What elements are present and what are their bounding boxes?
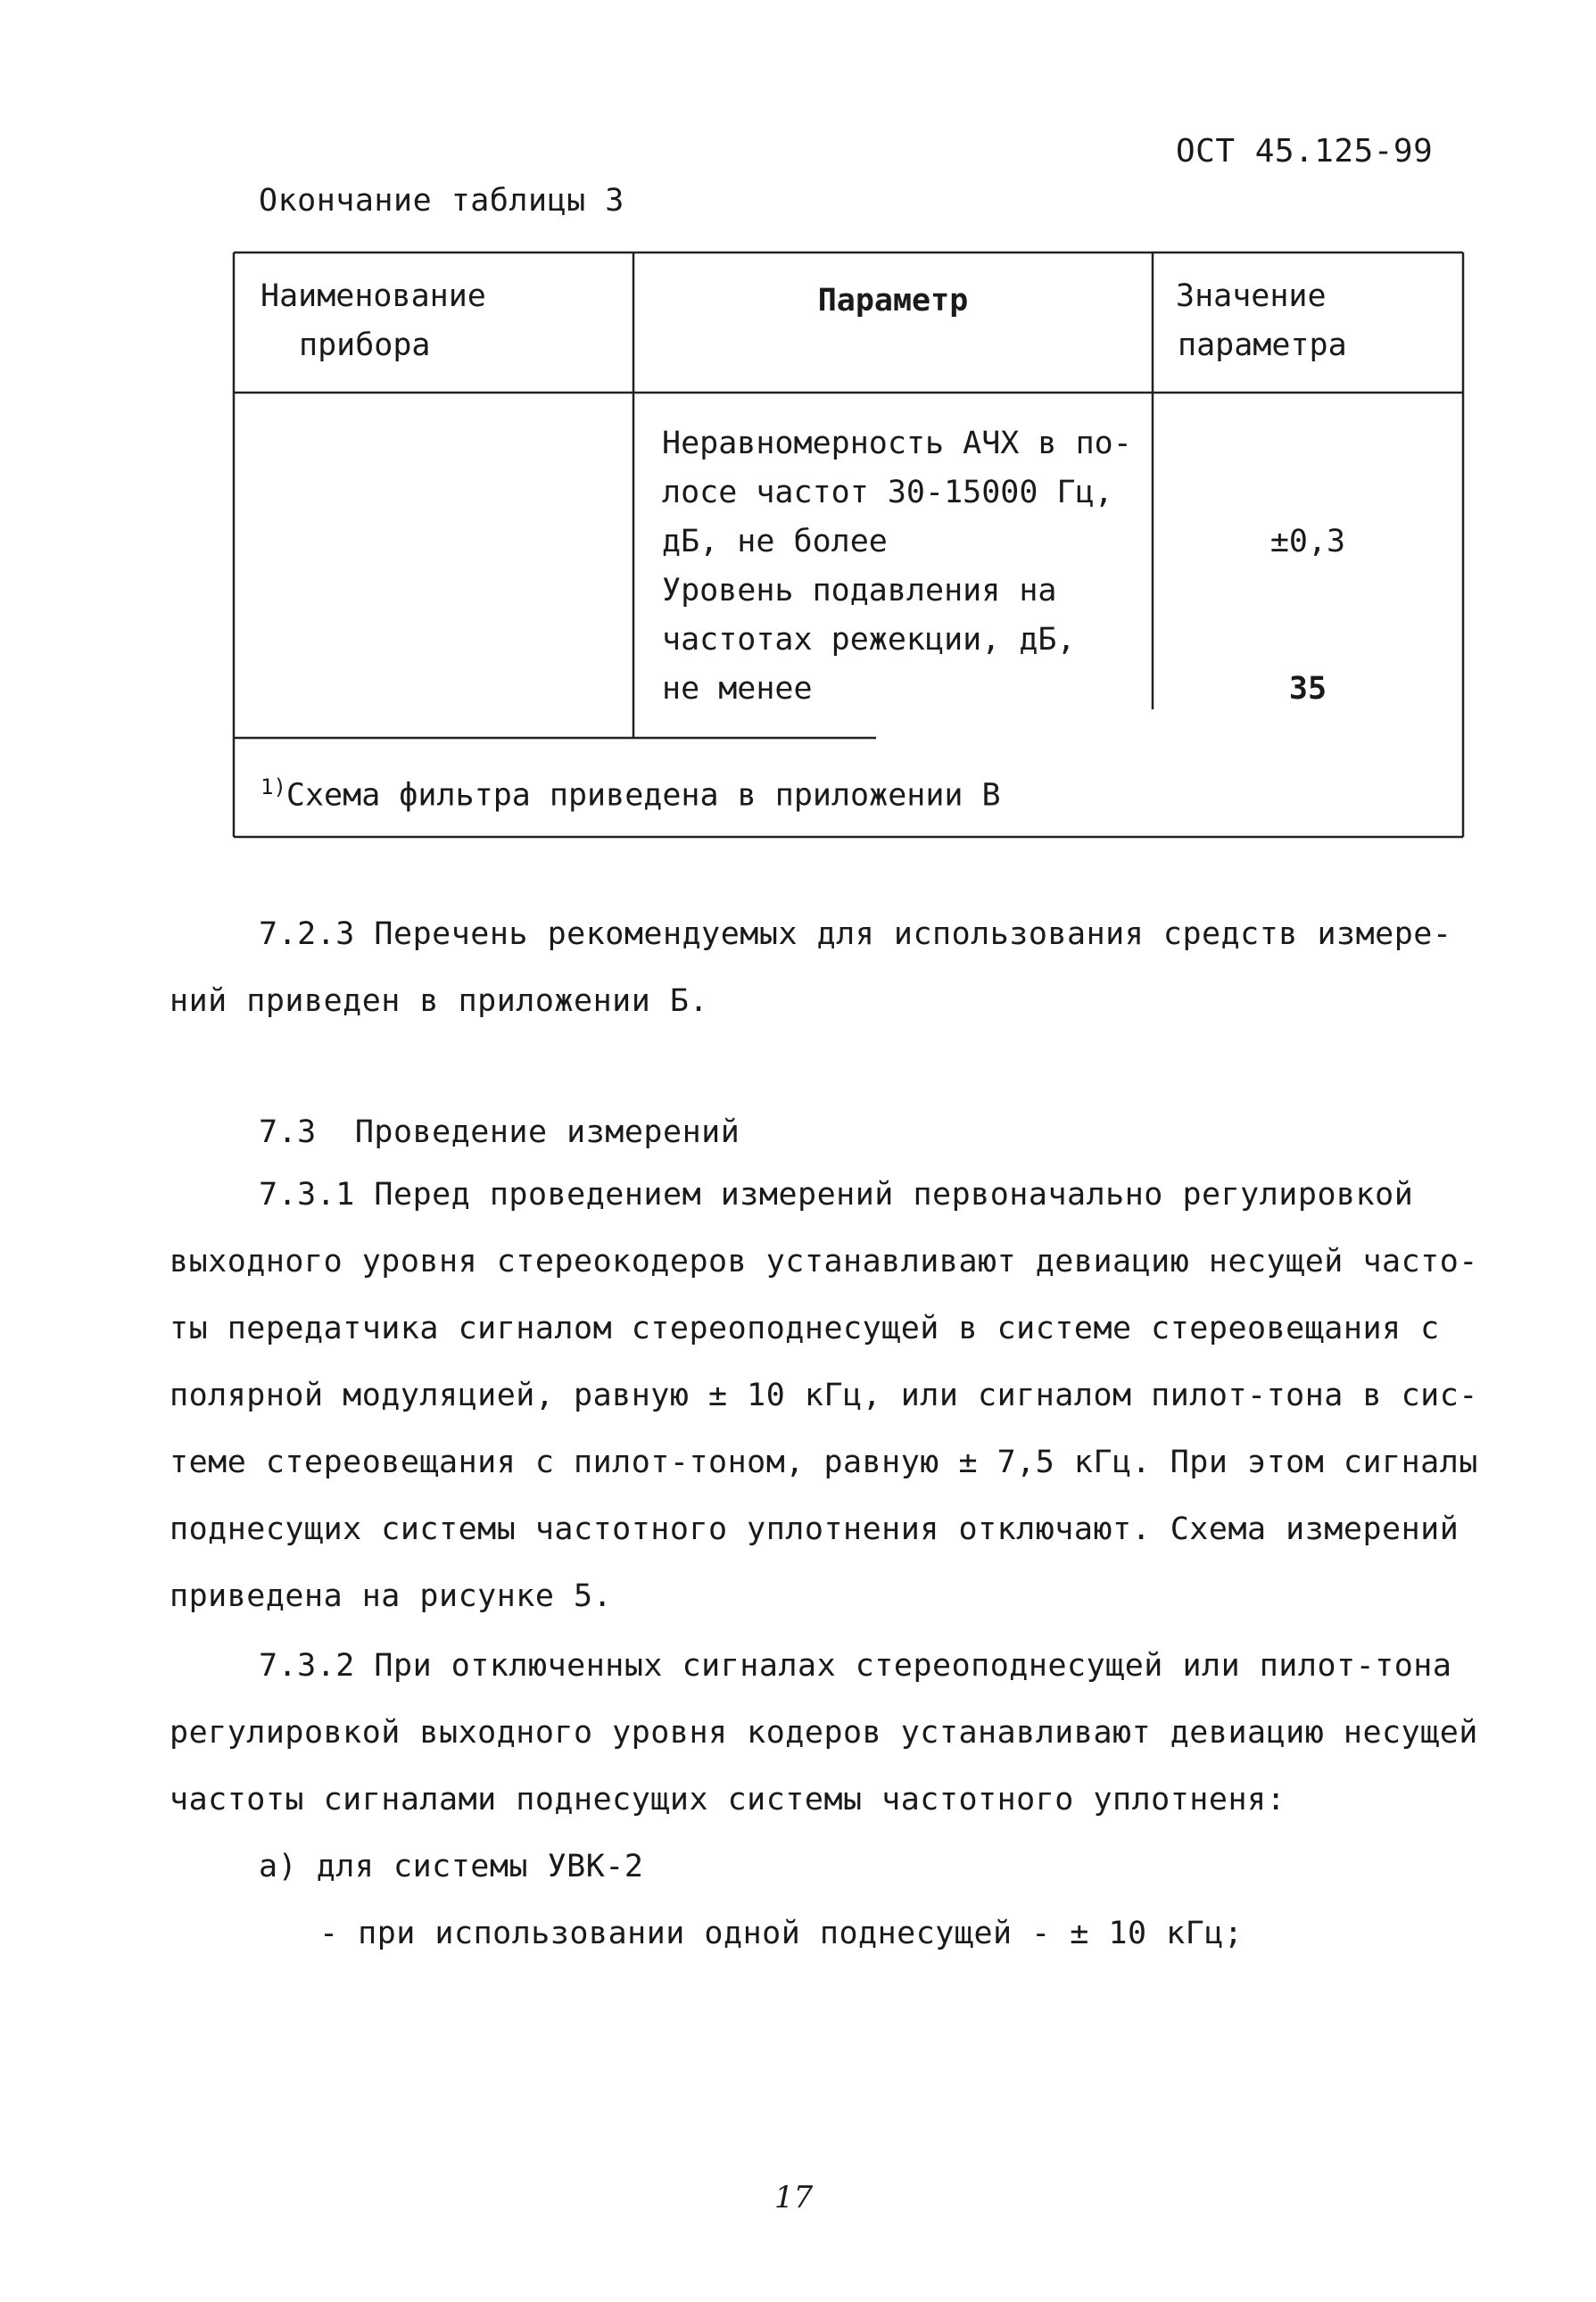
row2-parameter-line1: Уровень подавления на bbox=[662, 573, 1057, 609]
paragraph-7-3-2-line1: 7.3.2 При отключенных сигналах стереоподнесущей или пилот-тона bbox=[259, 1648, 1452, 1684]
section-7-3-heading: 7.3 Проведение измерений bbox=[259, 1114, 740, 1150]
list-item-a: а) для системы УВК-2 bbox=[259, 1849, 644, 1884]
row1-parameter-line2: лосе частот 30-15000 Гц, bbox=[662, 475, 1113, 510]
paragraph-7-3-1-line1: 7.3.1 Перед проведением измерений первоначально регулировкой bbox=[259, 1177, 1414, 1213]
paragraph-7-3-1-line2: выходного уровня стереокодеров устанавливают девиацию несущей часто- bbox=[170, 1244, 1478, 1279]
paragraph-7-2-3-line1: 7.2.3 Перечень рекомендуемых для использования средств измере- bbox=[259, 916, 1452, 952]
header-device-line2: прибора bbox=[299, 327, 431, 363]
row1-parameter-line3: дБ, не более bbox=[662, 524, 888, 559]
header-value-line2: параметра bbox=[1178, 327, 1347, 363]
header-device-line1: Наименование bbox=[260, 278, 486, 314]
footnote-mark: 1) bbox=[260, 774, 286, 799]
paragraph-7-3-1-line3: ты передатчика сигналом стереоподнесущей в системе стереовещания с bbox=[170, 1311, 1440, 1346]
page-number: 17 bbox=[774, 2180, 814, 2215]
row2-parameter-line2: частотах режекции, дБ, bbox=[662, 622, 1076, 658]
paragraph-7-2-3-line2: ний приведен в приложении Б. bbox=[170, 983, 709, 1019]
document-code: ОСТ 45.125-99 bbox=[1176, 133, 1434, 170]
paragraph-7-3-1-line7: приведена на рисунке 5. bbox=[170, 1578, 613, 1614]
footnote-text: Схема фильтра приведена в приложении В bbox=[285, 777, 1001, 814]
paragraph-7-3-1-line4: полярной модуляцией, равную ± 10 кГц, или сигналом пилот-тона в сис- bbox=[170, 1378, 1478, 1413]
paragraph-7-3-2-line3: частоты сигналами поднесущих системы частотного уплотненя: bbox=[170, 1782, 1286, 1818]
row2-parameter-line3: не менее bbox=[662, 671, 813, 707]
row2-value: 35 bbox=[1288, 671, 1327, 707]
list-dash-item: - при использовании одной поднесущей - ± 10 кГц; bbox=[319, 1916, 1244, 1951]
paragraph-7-3-2-line2: регулировкой выходного уровня кодеров устанавливают девиацию несущей bbox=[170, 1715, 1478, 1751]
table-caption: Окончание таблицы 3 bbox=[259, 183, 624, 219]
header-value-line1: Значение bbox=[1176, 278, 1327, 314]
header-parameter: Параметр bbox=[817, 283, 969, 319]
row1-value: ±0,3 bbox=[1269, 524, 1346, 559]
row1-parameter-line1: Неравномерность АЧХ в по- bbox=[662, 426, 1132, 461]
paragraph-7-3-1-line5: теме стереовещания с пилот-тоном, равную ± 7,5 кГц. При этом сигналы bbox=[170, 1445, 1478, 1480]
table-footnote bbox=[260, 763, 1001, 821]
paragraph-7-3-1-line6: поднесущих системы частотного уплотнения отключают. Схема измерений bbox=[170, 1511, 1460, 1547]
